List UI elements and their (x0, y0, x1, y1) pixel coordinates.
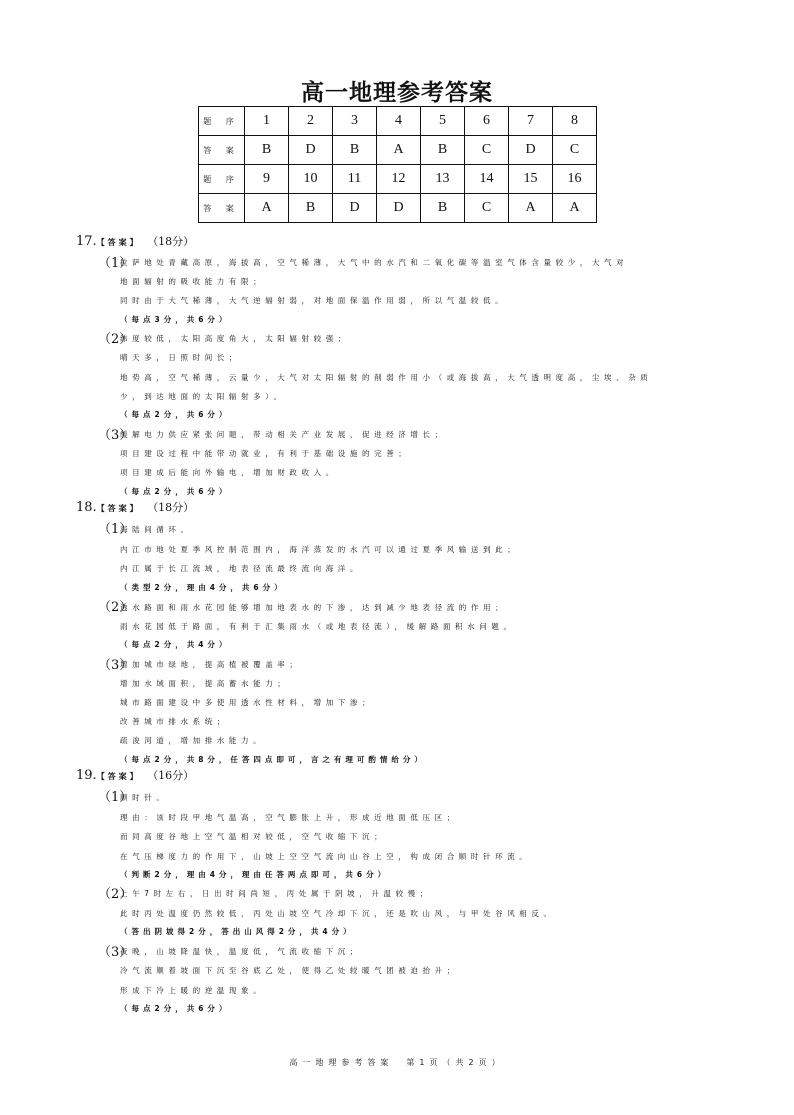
answer-line: 少，到达地面的太阳辐射多）。 (120, 392, 286, 401)
table-cell: B (245, 136, 289, 165)
part-label: （2） (98, 332, 133, 347)
part-label: （3） (98, 428, 133, 443)
answer-line: 城市路面建设中多使用透水性材料，增加下渗； (120, 698, 375, 707)
answer-line: 形成下冷上暖的逆温现象。 (120, 986, 266, 995)
question-score: （18分） (152, 235, 195, 248)
row-label: 题 序 (199, 107, 245, 136)
table-cell: 6 (465, 107, 509, 136)
answer-line: 项目建设过程中能带动就业，有利于基础设施的完善； (120, 449, 411, 458)
part-label: （1） (98, 256, 133, 271)
row-label: 答 案 (199, 194, 245, 223)
table-cell: C (465, 136, 509, 165)
answer-line: 地面辐射的吸收能力有限； (120, 277, 266, 286)
question-number: 17. (76, 234, 97, 249)
table-cell: 1 (245, 107, 289, 136)
question-number: 18. (76, 500, 97, 515)
table-cell: A (245, 194, 289, 223)
table-cell: D (509, 136, 553, 165)
answer-line: 同时由于大气稀薄，大气逆辐射弱，对地面保温作用弱，所以气温较低。 (120, 296, 508, 305)
answer-line: 透水路面和雨水花园能够增加地表水的下渗，达到减少地表径流的作用； (120, 603, 508, 612)
answer-line: 内江属于长江流域，地表径流最终流向海洋。 (120, 564, 362, 573)
table-row (199, 165, 597, 194)
table-cell: B (421, 136, 465, 165)
table-row (199, 107, 597, 136)
answer-line: 上午7时左右，日出时间尚短，丙处属于阴坡，升温较慢； (120, 889, 432, 898)
question-18-header (76, 499, 194, 515)
table-cell: C (465, 194, 509, 223)
question-19-header (76, 767, 194, 783)
answer-tag: 【答案】 (96, 238, 141, 247)
table-cell: C (553, 136, 597, 165)
question-17-header (76, 233, 194, 249)
part-label: （1） (98, 522, 133, 537)
answer-tag: 【答案】 (96, 772, 141, 781)
page-footer: 高一地理参考答案 第1页（共2页） (289, 1058, 505, 1067)
table-cell: A (377, 136, 421, 165)
table-cell: D (289, 136, 333, 165)
answer-line: 顺时针。 (120, 793, 169, 802)
question-score: （16分） (152, 769, 195, 782)
score-note: （答出阴坡得2分，答出山风得2分，共4分） (120, 927, 355, 936)
answer-line: 冷气流顺着坡面下沉至谷底乙处，使得乙处较暖气团被迫抬升； (120, 966, 459, 975)
answer-line: 雨水花园低于路面，有利于汇集雨水（或地表径流），缓解路面积水问题。 (120, 622, 516, 631)
page-title: 高一地理参考答案 (301, 79, 493, 106)
answer-table (198, 106, 597, 223)
answer-line: 理由：该时段甲地气温高，空气膨胀上升，形成近地面低压区； (120, 813, 459, 822)
score-note: （判断2分，理由4分，理由任答两点即可，共6分） (120, 870, 390, 879)
row-label: 答 案 (199, 136, 245, 165)
score-note: （每点3分，共6分） (120, 315, 231, 324)
table-cell: B (333, 136, 377, 165)
table-cell: 7 (509, 107, 553, 136)
table-cell: 10 (289, 165, 333, 194)
table-cell: 2 (289, 107, 333, 136)
table-row (199, 194, 597, 223)
table-cell: 8 (553, 107, 597, 136)
answer-line: 纬度较低，太阳高度角大，太阳辐射较强； (120, 334, 350, 343)
answer-line: 海陆间循环。 (120, 525, 193, 534)
row-label: 题 序 (199, 165, 245, 194)
answer-line: 改善城市排水系统； (120, 717, 229, 726)
table-cell: 11 (333, 165, 377, 194)
answer-line: 在气压梯度力的作用下，山坡上空空气流向山谷上空，构成闭合顺时针环流。 (120, 852, 532, 861)
question-number: 19. (76, 768, 97, 783)
question-score: （18分） (152, 501, 195, 514)
table-cell: 5 (421, 107, 465, 136)
table-cell: 16 (553, 165, 597, 194)
table-cell: 9 (245, 165, 289, 194)
score-note: （每点2分，共6分） (120, 487, 231, 496)
part-label: （3） (98, 658, 133, 673)
answer-line: 晴天多，日照时间长； (120, 353, 241, 362)
answer-line: 增加水域面积，提高蓄水能力； (120, 679, 290, 688)
table-cell: 14 (465, 165, 509, 194)
table-cell: 15 (509, 165, 553, 194)
table-cell: D (333, 194, 377, 223)
table-cell: 4 (377, 107, 421, 136)
table-cell: 12 (377, 165, 421, 194)
answer-line: 缓解电力供应紧张问题，带动相关产业发展，促进经济增长； (120, 430, 447, 439)
table-cell: A (553, 194, 597, 223)
answer-line: 而同高度谷地上空气温相对较低，空气收缩下沉； (120, 832, 387, 841)
score-note: （类型2分，理由4分，共6分） (120, 583, 286, 592)
answer-tag: 【答案】 (96, 504, 141, 513)
table-cell: B (421, 194, 465, 223)
answer-line: 地势高，空气稀薄，云量少，大气对太阳辐射的削弱作用小（或海拔高，大气透明度高，尘埃、杂质 (120, 373, 653, 382)
part-label: （3） (98, 945, 133, 960)
answer-line: 项目建成后能向外输电，增加财政收入。 (120, 468, 338, 477)
table-cell: A (509, 194, 553, 223)
answer-line: 夜晚，山坡降温快，温度低，气流收缩下沉； (120, 947, 362, 956)
answer-line: 拉萨地处青藏高原，海拔高，空气稀薄，大气中的水汽和二氧化碳等温室气体含量较少，大气对 (120, 258, 629, 267)
part-label: （2） (98, 600, 133, 615)
score-note: （每点2分，共6分） (120, 1004, 231, 1013)
part-label: （2） (98, 887, 133, 902)
part-label: （1） (98, 790, 133, 805)
score-note: （每点2分，共4分） (120, 640, 231, 649)
table-cell: 13 (421, 165, 465, 194)
answer-line: 此时丙处温度仍然较低，丙处山坡空气冷却下沉，还是吹山风，与甲处谷风相反。 (120, 909, 556, 918)
answer-line: 增加城市绿地，提高植被覆盖率； (120, 660, 302, 669)
score-note: （每点2分，共6分） (120, 410, 231, 419)
answer-line: 疏浚河道，增加排水能力。 (120, 736, 266, 745)
table-cell: D (377, 194, 421, 223)
table-row (199, 136, 597, 165)
answer-line: 内江市地处夏季风控制范围内，海洋蒸发的水汽可以通过夏季风输送到此； (120, 545, 520, 554)
table-cell: B (289, 194, 333, 223)
score-note: （每点2分，共8分，任答四点即可，言之有理可酌情给分） (120, 755, 426, 764)
table-cell: 3 (333, 107, 377, 136)
